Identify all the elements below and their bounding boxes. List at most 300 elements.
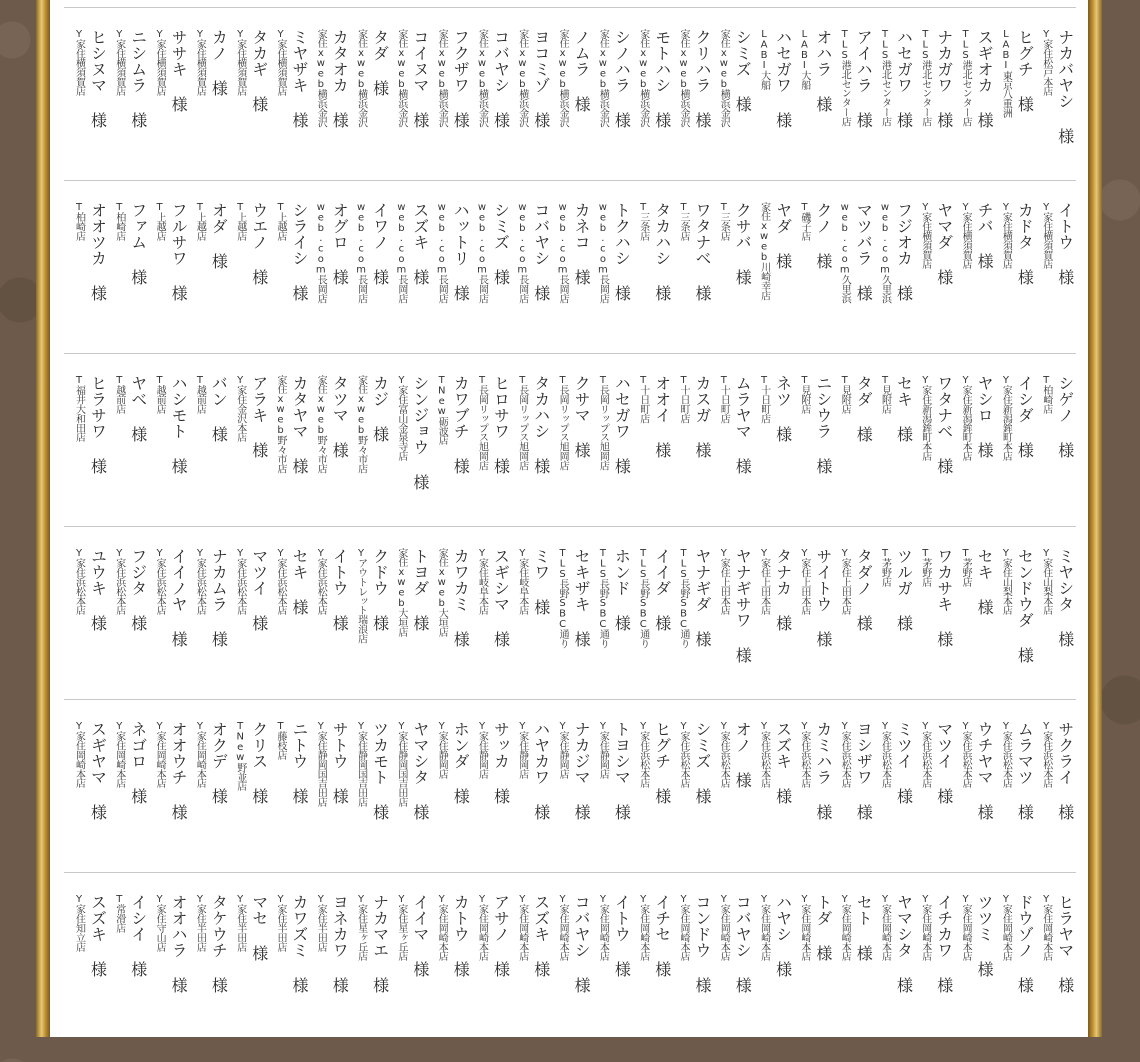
customer-entry bbox=[472, 29, 512, 197]
store-name: Y家住半田店 bbox=[275, 894, 286, 952]
store-name: Y家住浜松本店 bbox=[194, 548, 206, 615]
customer-entry bbox=[189, 721, 229, 889]
customer-name: ニシウラ 様 bbox=[813, 375, 833, 474]
store-name: T福井大和田店 bbox=[73, 375, 85, 442]
customer-entry bbox=[875, 375, 915, 543]
customer-entry bbox=[69, 202, 109, 370]
customer-entry bbox=[834, 375, 874, 543]
customer-name: イイマ 様 bbox=[410, 894, 430, 977]
customer-entry bbox=[149, 29, 189, 197]
customer-name: タダ 様 bbox=[854, 375, 874, 442]
store-name: TLS長野SBC通り bbox=[597, 548, 609, 649]
customer-name: サトウ 様 bbox=[330, 721, 350, 804]
customer-name: シミズ 様 bbox=[733, 29, 753, 112]
customer-entry bbox=[754, 721, 794, 889]
customer-name: サッカ 様 bbox=[491, 721, 511, 804]
customer-name: チバ 様 bbox=[975, 202, 995, 269]
customer-entry bbox=[351, 721, 391, 889]
customer-entry bbox=[270, 721, 310, 889]
customer-entry bbox=[230, 29, 270, 197]
customer-name: ヨコミゾ 様 bbox=[531, 29, 551, 128]
customer-name: マセ 様 bbox=[249, 894, 269, 961]
customer-name: ヤマシタ 様 bbox=[894, 894, 914, 993]
customer-entry bbox=[915, 202, 955, 370]
store-name: Y家住横須賀店 bbox=[919, 202, 931, 269]
customer-entry bbox=[230, 375, 270, 543]
customer-name: クリス 様 bbox=[249, 721, 269, 804]
customer-entry bbox=[109, 202, 149, 370]
customer-entry bbox=[431, 202, 471, 370]
store-name: Y家住半田店 bbox=[234, 894, 246, 952]
customer-name: シミズ 様 bbox=[693, 721, 712, 804]
customer-name: ヤマダ 様 bbox=[934, 202, 954, 285]
store-name: T越前店 bbox=[113, 375, 125, 414]
customer-name: コバヤシ 様 bbox=[491, 29, 511, 128]
customer-entry bbox=[351, 548, 391, 716]
customer-name: ネゴロ 様 bbox=[128, 721, 148, 804]
customer-name: ヒグチ 様 bbox=[652, 721, 672, 804]
customer-entry bbox=[754, 29, 794, 197]
store-name: T見附店 bbox=[879, 375, 891, 414]
customer-entry bbox=[794, 29, 834, 197]
store-name: web.com長岡店 bbox=[355, 202, 367, 304]
store-name: Y家住浜松本店 bbox=[919, 721, 931, 788]
customer-entry bbox=[633, 548, 673, 716]
customer-name: ホンド 様 bbox=[612, 548, 632, 631]
customer-entry bbox=[915, 721, 955, 889]
store-name: TNew野並店 bbox=[234, 721, 246, 791]
customer-entry bbox=[673, 375, 713, 543]
store-name: Y家住知立店 bbox=[73, 894, 85, 952]
customer-entry bbox=[955, 29, 995, 197]
store-name: Y家住新潟鉾町本店 bbox=[1000, 375, 1012, 461]
customer-name: ヤダ 様 bbox=[773, 202, 793, 269]
store-name: Y家住岡崎本店 bbox=[73, 721, 85, 788]
store-name: TLS長野SBC通り bbox=[557, 548, 569, 649]
store-name: Y家住浜松本店 bbox=[1040, 721, 1052, 788]
name-section bbox=[64, 721, 1076, 889]
store-name: T越前店 bbox=[194, 375, 206, 414]
store-name: Y家住岡崎本店 bbox=[557, 894, 569, 961]
customer-entry bbox=[995, 375, 1035, 543]
customer-entry bbox=[69, 29, 109, 197]
customer-name: フルサワ 様 bbox=[169, 202, 189, 301]
customer-entry bbox=[834, 721, 874, 889]
store-name: T越前店 bbox=[154, 375, 166, 414]
customer-name: ワタナベ 様 bbox=[693, 202, 712, 301]
store-name: 家住xweb野々市店 bbox=[275, 375, 286, 474]
store-name: Y家住浜松本店 bbox=[879, 721, 891, 788]
customer-entry bbox=[431, 29, 471, 197]
customer-name: オクデ 様 bbox=[209, 721, 229, 804]
customer-name: カワブチ 様 bbox=[451, 375, 471, 474]
store-name: Y家住静岡店 bbox=[516, 721, 528, 779]
customer-name: カタオカ 様 bbox=[330, 29, 350, 128]
name-section bbox=[64, 375, 1076, 543]
store-name: T茅野店 bbox=[879, 548, 891, 587]
customer-name: ツカモト 様 bbox=[370, 721, 390, 820]
store-name: Y家住新潟鉾町本店 bbox=[919, 375, 931, 461]
customer-name: カトウ 様 bbox=[451, 894, 471, 977]
customer-entry bbox=[995, 548, 1035, 716]
customer-name: トヨシマ 様 bbox=[612, 721, 632, 820]
customer-entry bbox=[754, 375, 794, 543]
store-name: Y家住浜松本店 bbox=[73, 548, 85, 615]
customer-name: ムラヤマ 様 bbox=[733, 375, 753, 474]
store-name: Y家住浜松本店 bbox=[678, 721, 689, 788]
store-name: Y家住横須賀店 bbox=[275, 29, 286, 96]
store-name: TLS港北センター店 bbox=[960, 29, 972, 127]
customer-name: ウチヤマ 様 bbox=[975, 721, 995, 820]
customer-entry bbox=[592, 202, 632, 370]
customer-entry bbox=[552, 721, 592, 889]
customer-entry bbox=[310, 721, 350, 889]
customer-name: イチセ 様 bbox=[652, 894, 672, 977]
store-name: T十日町店 bbox=[678, 375, 689, 424]
customer-entry bbox=[794, 375, 834, 543]
customer-entry bbox=[633, 721, 673, 889]
customer-entry bbox=[512, 202, 552, 370]
store-name: Y家住横須賀店 bbox=[1000, 202, 1012, 269]
customer-entry bbox=[834, 202, 874, 370]
customer-name: ヤマシタ 様 bbox=[410, 721, 430, 820]
customer-name: スズキ 様 bbox=[88, 894, 108, 977]
store-name: TLS港北センター店 bbox=[919, 29, 931, 127]
store-name: T長岡リップス旭岡店 bbox=[597, 375, 609, 471]
store-name: web.com久里浜 bbox=[879, 202, 891, 304]
customer-entry bbox=[230, 202, 270, 370]
store-name: Y家住横須賀店 bbox=[194, 29, 206, 96]
customer-entry bbox=[713, 375, 753, 543]
customer-name: カワカミ 様 bbox=[451, 548, 471, 647]
customer-entry bbox=[875, 548, 915, 716]
store-name: Y家住岡崎本店 bbox=[516, 894, 528, 961]
customer-name: ファム 様 bbox=[128, 202, 148, 285]
customer-name: ウエノ 様 bbox=[249, 202, 269, 285]
store-name: T藤枝店 bbox=[275, 721, 286, 760]
customer-name: コバヤシ 様 bbox=[733, 894, 753, 993]
customer-entry bbox=[149, 202, 189, 370]
store-name: T茅野店 bbox=[960, 548, 972, 587]
customer-name: クサバ 様 bbox=[733, 202, 753, 285]
customer-entry bbox=[754, 548, 794, 716]
customer-entry bbox=[673, 29, 713, 197]
customer-name: クサマ 様 bbox=[572, 375, 592, 458]
customer-entry bbox=[109, 721, 149, 889]
store-name: Y家住守山店 bbox=[154, 894, 166, 952]
store-name: web.com長岡店 bbox=[395, 202, 407, 304]
store-name: Y家住岡崎本店 bbox=[476, 894, 488, 961]
customer-name: ミワ 様 bbox=[531, 548, 551, 615]
customer-name: クノ 様 bbox=[813, 202, 833, 269]
customer-name: ユウキ 様 bbox=[88, 548, 108, 631]
customer-name: ヤナギサワ 様 bbox=[733, 548, 753, 663]
customer-name: フジタ 様 bbox=[128, 548, 148, 631]
customer-entry bbox=[592, 29, 632, 197]
customer-name: クリハラ 様 bbox=[693, 29, 712, 128]
store-name: T柏崎店 bbox=[1040, 375, 1052, 414]
store-name: T常滑店 bbox=[113, 894, 125, 933]
store-name: Y家住金沢本店 bbox=[234, 375, 246, 442]
store-name: T三条店 bbox=[678, 202, 689, 241]
store-name: Y家住浜松本店 bbox=[113, 548, 125, 615]
customer-entry bbox=[995, 721, 1035, 889]
customer-name: ヒロサワ 様 bbox=[491, 375, 511, 474]
store-name: 家住xweb野々市店 bbox=[355, 375, 367, 474]
customer-entry bbox=[310, 548, 350, 716]
customer-name: セト 様 bbox=[854, 894, 874, 961]
store-name: T上越店 bbox=[275, 202, 286, 241]
store-name: T磯子店 bbox=[798, 202, 810, 241]
customer-name: オダ 様 bbox=[209, 202, 229, 269]
store-name: Y家住山梨本店 bbox=[1000, 548, 1012, 615]
store-name: Yアウトレット瑞浪店 bbox=[355, 548, 367, 644]
customer-entry bbox=[1036, 29, 1076, 197]
store-name: Y家住岡崎本店 bbox=[758, 894, 770, 961]
store-name: TLS長野SBC通り bbox=[637, 548, 649, 649]
customer-name: ハシモト 様 bbox=[169, 375, 189, 474]
store-name: T三条店 bbox=[718, 202, 730, 241]
store-name: Y家住星ヶ丘店 bbox=[395, 894, 407, 961]
customer-name: イチカワ 様 bbox=[934, 894, 954, 993]
customer-name: トクハシ 様 bbox=[612, 202, 632, 301]
store-name: T長岡リップス旭岡店 bbox=[516, 375, 528, 471]
customer-name: ナカムラ 様 bbox=[209, 548, 229, 647]
customer-name: ナカバヤシ 様 bbox=[1055, 29, 1075, 144]
customer-entry bbox=[431, 548, 471, 716]
store-name: T見附店 bbox=[798, 375, 810, 414]
store-name: Y家住浜松本店 bbox=[758, 721, 770, 788]
customer-name: アイハラ 様 bbox=[854, 29, 874, 128]
store-name: web.com長岡店 bbox=[557, 202, 569, 304]
customer-entry bbox=[1036, 721, 1076, 889]
customer-name: オオツカ 様 bbox=[88, 202, 108, 301]
customer-name: マツイ 様 bbox=[249, 548, 269, 631]
customer-entry bbox=[109, 375, 149, 543]
customer-name: カノ 様 bbox=[209, 29, 229, 96]
customer-name: カジ 様 bbox=[370, 375, 390, 442]
customer-name: アラキ 様 bbox=[249, 375, 269, 458]
customer-name: ヤベ 様 bbox=[128, 375, 148, 442]
customer-entry bbox=[270, 29, 310, 197]
customer-entry bbox=[270, 202, 310, 370]
customer-name: シライシ 様 bbox=[290, 202, 309, 301]
customer-entry bbox=[633, 202, 673, 370]
store-name: 家住xweb横浜金沢 bbox=[436, 29, 448, 128]
customer-name: ハセガワ 様 bbox=[894, 29, 914, 128]
customer-entry bbox=[673, 548, 713, 716]
customer-name: イイノヤ 様 bbox=[169, 548, 189, 647]
customer-entry bbox=[270, 548, 310, 716]
store-name: Y家住岐阜本店 bbox=[476, 548, 488, 615]
store-name: Y家住岡崎本店 bbox=[113, 721, 125, 788]
customer-entry bbox=[391, 548, 431, 716]
customer-name: シゲノ 様 bbox=[1055, 375, 1075, 458]
customer-name: ヤシロ 様 bbox=[975, 375, 995, 458]
customer-name: イシダ 様 bbox=[1015, 375, 1035, 458]
store-name: T柏崎店 bbox=[113, 202, 125, 241]
store-name: T柏崎店 bbox=[73, 202, 85, 241]
customer-entry bbox=[592, 375, 632, 543]
customer-name: ヒグチ 様 bbox=[1015, 29, 1035, 112]
store-name: 家住xweb横浜金沢 bbox=[597, 29, 609, 128]
customer-name: オグロ 様 bbox=[330, 202, 350, 285]
store-name: Y家住静岡店 bbox=[597, 721, 609, 779]
customer-entry bbox=[794, 548, 834, 716]
customer-entry bbox=[552, 202, 592, 370]
store-name: Y家住浜松本店 bbox=[275, 548, 286, 615]
customer-entry bbox=[512, 721, 552, 889]
store-name: Y家住浜松本店 bbox=[1000, 721, 1012, 788]
customer-name: ヒラヤマ 様 bbox=[1055, 894, 1075, 993]
customer-entry bbox=[673, 202, 713, 370]
store-name: 家住xweb横浜金沢 bbox=[516, 29, 528, 128]
customer-entry bbox=[875, 202, 915, 370]
store-name: Y家住浜松本店 bbox=[315, 548, 327, 615]
customer-name: セキ 様 bbox=[975, 548, 995, 615]
customer-entry bbox=[391, 202, 431, 370]
customer-name: セキザキ 様 bbox=[572, 548, 592, 647]
customer-name: タカハシ 様 bbox=[652, 202, 672, 301]
store-name: Y家住浜松本店 bbox=[637, 721, 649, 788]
customer-entry bbox=[1036, 375, 1076, 543]
customer-name: タケウチ 様 bbox=[209, 894, 229, 993]
store-name: Y家住岡崎本店 bbox=[919, 894, 931, 961]
store-name: Y家住静岡国吉田店 bbox=[315, 721, 327, 807]
customer-entry bbox=[592, 721, 632, 889]
customer-name: ヒラサワ 様 bbox=[88, 375, 108, 474]
store-name: Y家住浜松本店 bbox=[154, 548, 166, 615]
store-name: Y家住静岡店 bbox=[476, 721, 488, 779]
store-name: Y家住静岡国吉田店 bbox=[355, 721, 367, 807]
customer-name: ニシムラ 様 bbox=[128, 29, 148, 128]
customer-name: スズキ 様 bbox=[410, 202, 430, 285]
store-name: Y家住横須賀店 bbox=[73, 29, 85, 96]
store-name: 家住xweb川崎幸店 bbox=[758, 202, 770, 301]
store-name: T十日町店 bbox=[718, 375, 730, 424]
customer-name: ハセガワ 様 bbox=[612, 375, 632, 474]
customer-name: シノハラ 様 bbox=[612, 29, 632, 128]
customer-name: ササキ 様 bbox=[169, 29, 189, 112]
customer-entry bbox=[189, 202, 229, 370]
store-name: Y家住上田本店 bbox=[839, 548, 851, 615]
customer-name: スギヤマ 様 bbox=[88, 721, 108, 820]
customer-entry bbox=[955, 375, 995, 543]
customer-name: トダ 様 bbox=[813, 894, 833, 961]
customer-name: イトウ 様 bbox=[330, 548, 350, 631]
store-name: Y家住富山金泉寺店 bbox=[395, 375, 407, 461]
store-name: Y家住半田店 bbox=[194, 894, 206, 952]
customer-entry bbox=[230, 548, 270, 716]
customer-name: カドタ 様 bbox=[1015, 202, 1035, 285]
store-name: Y家住岡崎本店 bbox=[960, 894, 972, 961]
customer-name: ヨシザワ 様 bbox=[854, 721, 874, 820]
customer-entry bbox=[391, 721, 431, 889]
customer-name: ノムラ 様 bbox=[572, 29, 592, 112]
customer-entry bbox=[713, 29, 753, 197]
customer-entry bbox=[472, 375, 512, 543]
customer-entry bbox=[673, 721, 713, 889]
customer-name: シミズ 様 bbox=[491, 202, 511, 285]
customer-entry bbox=[189, 548, 229, 716]
store-name: Y家住横須賀店 bbox=[960, 202, 972, 269]
store-name: Y家住山梨本店 bbox=[1040, 548, 1052, 615]
customer-name: タカハシ 様 bbox=[531, 375, 551, 474]
store-name: 家住xweb大垣店 bbox=[436, 548, 448, 637]
customer-name: タダ 様 bbox=[370, 29, 390, 96]
customer-entry bbox=[955, 721, 995, 889]
customer-entry bbox=[512, 548, 552, 716]
customer-name: ツルガ 様 bbox=[894, 548, 914, 631]
store-name: LABI大船 bbox=[798, 29, 810, 90]
store-name: Y家住岡崎本店 bbox=[1040, 894, 1052, 961]
store-name: 家住xweb野々市店 bbox=[315, 375, 327, 474]
customer-entry bbox=[109, 548, 149, 716]
name-section bbox=[64, 548, 1076, 716]
customer-entry bbox=[713, 721, 753, 889]
customer-entry bbox=[69, 721, 109, 889]
customer-entry bbox=[834, 29, 874, 197]
customer-name: モトハシ 様 bbox=[652, 29, 672, 128]
customer-name: セキ 様 bbox=[290, 548, 309, 615]
customer-entry bbox=[995, 202, 1035, 370]
customer-name: サクライ 様 bbox=[1055, 721, 1075, 820]
customer-name: ミヤザキ 様 bbox=[290, 29, 309, 128]
customer-name: センドウダ 様 bbox=[1015, 548, 1035, 663]
customer-entry bbox=[915, 375, 955, 543]
customer-name: ミツイ 様 bbox=[894, 721, 914, 804]
customer-entry bbox=[351, 375, 391, 543]
store-name: LABI大船 bbox=[758, 29, 770, 90]
store-name: T上越店 bbox=[234, 202, 246, 241]
store-name: Y家住新潟鉾町本店 bbox=[960, 375, 972, 461]
store-name: T十日町店 bbox=[758, 375, 770, 424]
store-name: 家住xweb大垣店 bbox=[395, 548, 407, 637]
customer-name: タダノ 様 bbox=[854, 548, 874, 631]
store-name: Y家住岡崎本店 bbox=[1000, 894, 1012, 961]
customer-name: カミハラ 様 bbox=[813, 721, 833, 820]
section-divider bbox=[64, 7, 1076, 8]
customer-entry bbox=[310, 29, 350, 197]
customer-name: スズキ 様 bbox=[531, 894, 551, 977]
customer-name: コンドウ 様 bbox=[693, 894, 712, 993]
customer-entry bbox=[955, 548, 995, 716]
store-name: Y家住岡崎本店 bbox=[154, 721, 166, 788]
customer-name: オハラ 様 bbox=[813, 29, 833, 112]
customer-entry bbox=[512, 29, 552, 197]
store-name: Y家住岡崎本店 bbox=[678, 894, 689, 961]
customer-entry bbox=[472, 721, 512, 889]
store-name: Y家住浜松本店 bbox=[718, 721, 730, 788]
customer-entry bbox=[149, 548, 189, 716]
customer-name: ネツ 様 bbox=[773, 375, 793, 442]
store-name: Y家住岡崎本店 bbox=[637, 894, 649, 961]
store-name: Y家住浜松本店 bbox=[960, 721, 972, 788]
customer-name: タツマ 様 bbox=[330, 375, 350, 458]
customer-name: スギオカ 様 bbox=[975, 29, 995, 128]
store-name: Y家住横須賀店 bbox=[1040, 202, 1052, 269]
customer-entry bbox=[713, 548, 753, 716]
store-name: Y家住松戸本店 bbox=[1040, 29, 1052, 96]
store-name: Y家住半田店 bbox=[315, 894, 327, 952]
customer-entry bbox=[189, 375, 229, 543]
customer-entry bbox=[955, 202, 995, 370]
store-name: TLS長野SBC通り bbox=[678, 548, 689, 649]
customer-name: スギシマ 様 bbox=[491, 548, 511, 647]
store-name: Y家住浜松本店 bbox=[839, 721, 851, 788]
store-name: Y家住横須賀店 bbox=[154, 29, 166, 96]
store-name: Y家住静岡店 bbox=[557, 721, 569, 779]
